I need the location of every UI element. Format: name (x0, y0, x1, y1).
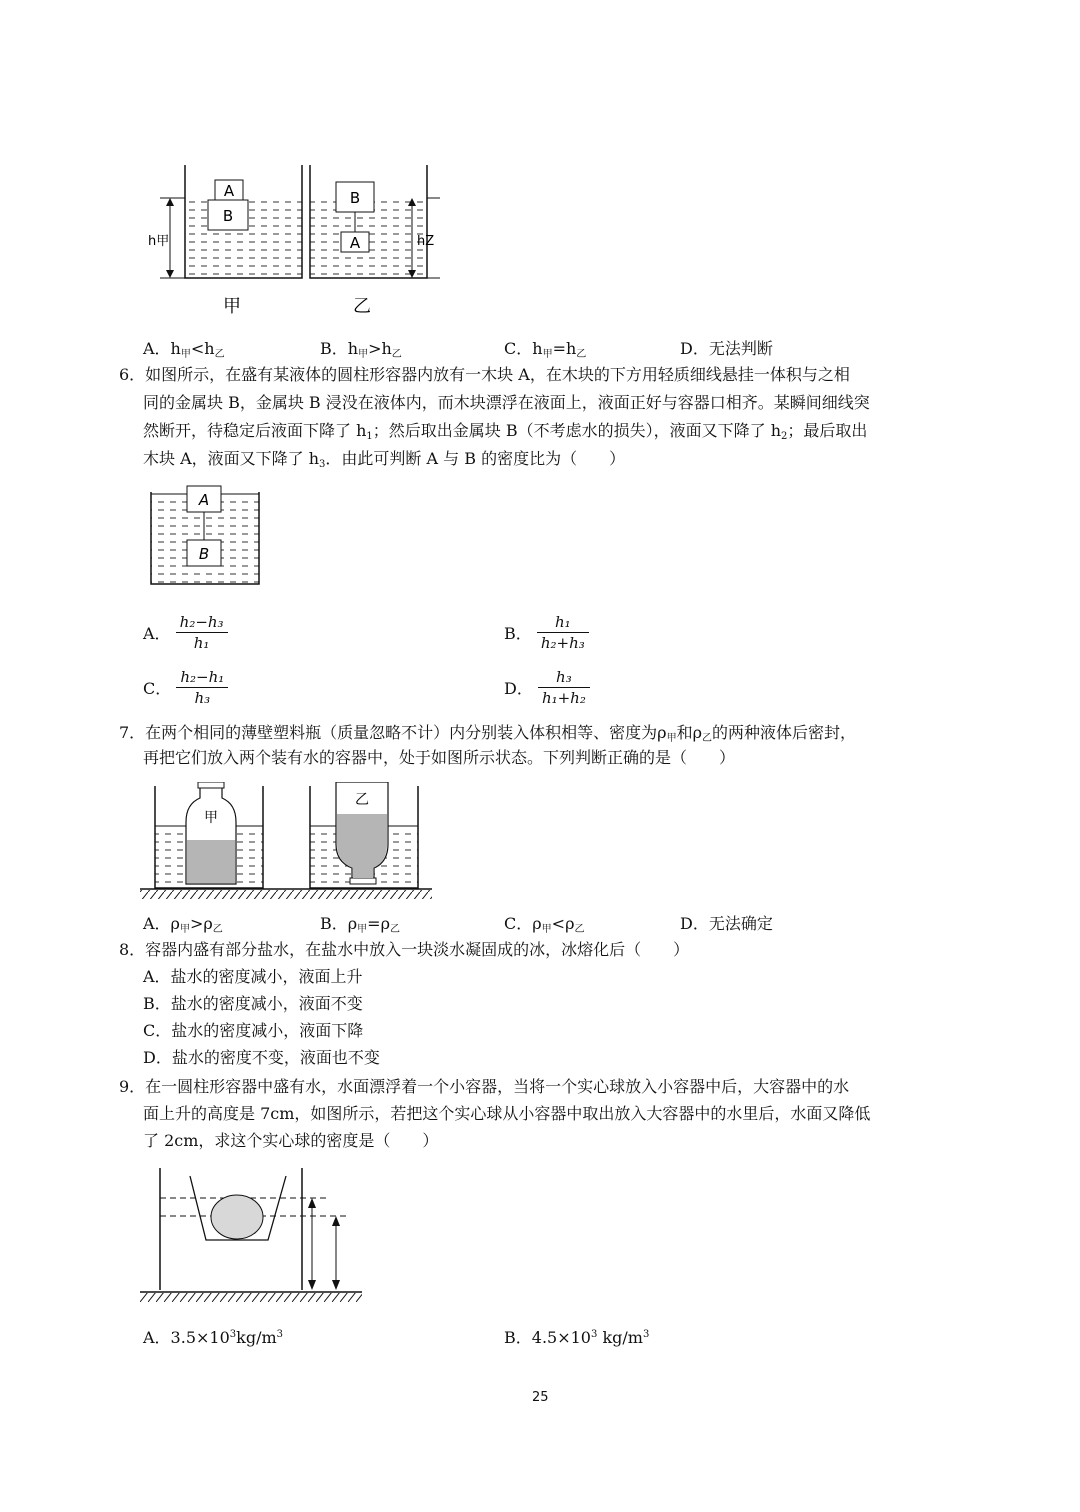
q6-option-a-fraction: $\frac{\text{h₂−h₃}}{\text{h₁}}$ (176, 612, 228, 653)
q6-stem-line-2: 同的金属块 B，金属块 B 浸没在液体内，而木块漂浮在液面上，液面正好与容器口相齐。某瞬间细线突 (143, 393, 870, 412)
q7-fig-label-jia: 甲 (204, 810, 218, 826)
q8-option-b[interactable]: B．盐水的密度减小，液面不变 (143, 994, 363, 1013)
q5-label-a-jia: A (223, 182, 235, 200)
q8-option-d[interactable]: D．盐水的密度不变，液面也不变 (143, 1048, 380, 1067)
q6-stem-line-4: 木块 A，液面又下降了 $h_3$．由此可判断 A 与 B 的密度比为（ ） (143, 449, 626, 470)
q5-caption-yi: 乙 (353, 296, 371, 317)
q5-label-h-yi: hZ (417, 234, 435, 249)
q7-option-b[interactable]: B．$\rho_甲=\rho_乙$ (320, 914, 400, 935)
q6-stem-line-3: 然断开，待稳定后液面下降了 $h_1$；然后取出金属块 B（不考虑水的损失），液面又下降了 $h_2$；最后取出 (143, 421, 868, 442)
q5-option-b[interactable]: B．$h_甲>h_乙$ (320, 339, 402, 360)
q8-option-c[interactable]: C．盐水的密度减小，液面下降 (143, 1021, 364, 1040)
q9-option-b[interactable]: B．$4.5\times 10^3$ $kg/m^3$ (504, 1328, 650, 1347)
q7-stem-line-2: 再把它们放入两个装有水的容器中，处于如图所示状态。下列判断正确的是（ ） (143, 748, 736, 767)
q7-option-d[interactable]: D．无法确定 (680, 914, 773, 933)
q9-stem-line-3: 了 2cm，求这个实心球的密度是（ ） (143, 1131, 439, 1150)
q7-fig-label-yi: 乙 (355, 792, 369, 808)
q5-label-a-yi: A (349, 234, 361, 252)
q5-caption-jia: 甲 (223, 296, 241, 317)
q8-option-a[interactable]: A．盐水的密度减小，液面上升 (143, 967, 363, 986)
q5-label-h-jia: h甲 (148, 234, 170, 249)
q6-option-d[interactable]: D． $\frac{\text{h₃}}{\text{h₁+h₂}}$ (504, 667, 590, 708)
q6-fig-label-a: A (198, 491, 210, 509)
q5-label-b-yi: B (349, 189, 361, 207)
q5-option-a[interactable]: A．$h_甲<h_乙$ (143, 339, 225, 360)
q6-option-b[interactable]: B． $\frac{\text{h₁}}{\text{h₂+h₃}}$ (504, 612, 589, 653)
q9-stem-line-2: 面上升的高度是 7cm，如图所示，若把这个实心球从小容器中取出放入大容器中的水里后，水面又降低 (143, 1104, 871, 1123)
q5-option-d[interactable]: D．无法判断 (680, 339, 773, 358)
q6-option-d-fraction: $\frac{\text{h₃}}{\text{h₁+h₂}}$ (538, 667, 590, 708)
q5-option-c[interactable]: C．$h_甲=h_乙$ (504, 339, 587, 360)
page-number: 25 (532, 1390, 549, 1405)
q8-stem: 8．容器内盛有部分盐水，在盐水中放入一块淡水凝固成的冰，冰熔化后（ ） (119, 940, 690, 959)
figure-q5 (140, 150, 440, 320)
q6-option-a[interactable]: A． $\frac{\text{h₂−h₃}}{\text{h₁}}$ (143, 612, 228, 653)
figure-q9 (140, 1162, 365, 1310)
q7-stem-line-1: 7．在两个相同的薄壁塑料瓶（质量忽略不计）内分别装入体积相等、密度为$\rho_甲$和$\rho_乙$的两种液体后密封， (119, 723, 857, 744)
q5-label-b-jia: B (222, 207, 234, 225)
figure-q6 (145, 482, 265, 588)
q6-option-b-fraction: $\frac{\text{h₁}}{\text{h₂+h₃}}$ (537, 612, 589, 653)
q9-stem-line-1: 9．在一圆柱形容器中盛有水，水面漂浮着一个小容器，当将一个实心球放入小容器中后，大容器中的水 (119, 1077, 850, 1096)
q6-stem-line-1: 6．如图所示，在盛有某液体的圆柱形容器内放有一木块 A，在木块的下方用轻质细线悬挂一体积与之相 (119, 365, 850, 384)
figure-q7 (140, 782, 432, 900)
q6-option-c[interactable]: C． $\frac{\text{h₂−h₁}}{\text{h₃}}$ (143, 667, 228, 708)
q7-option-c[interactable]: C．$\rho_甲<\rho_乙$ (504, 914, 585, 935)
q6-fig-label-b: B (198, 545, 210, 563)
q6-option-c-fraction: $\frac{\text{h₂−h₁}}{\text{h₃}}$ (176, 667, 228, 708)
q7-option-a[interactable]: A．$\rho_甲>\rho_乙$ (143, 914, 223, 935)
q9-option-a[interactable]: A．$3.5\times 10^3kg/m^3$ (143, 1328, 284, 1347)
